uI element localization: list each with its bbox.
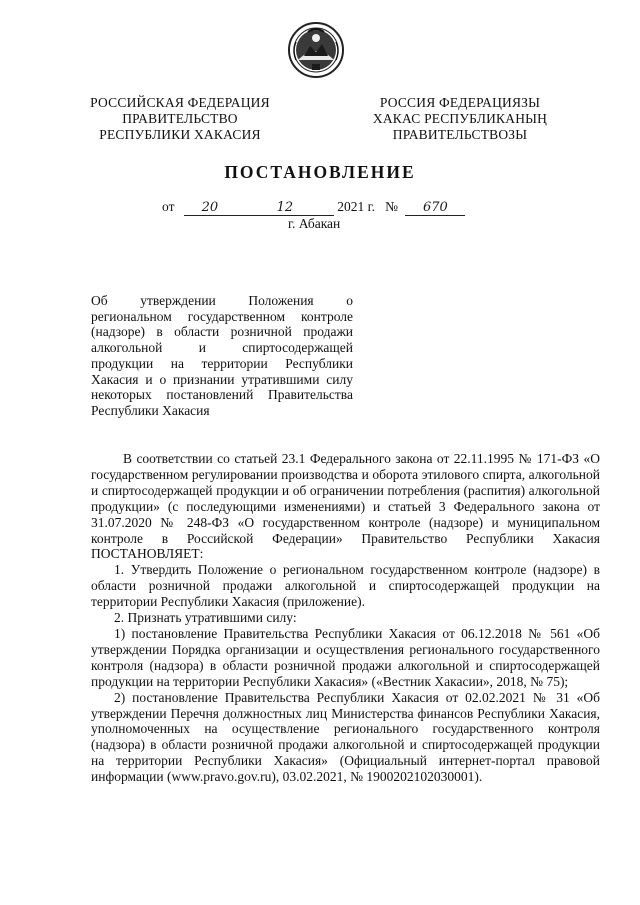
subject-line: некоторых постановлений Правительства (91, 387, 353, 403)
subject-line: Республики Хакасия (91, 402, 210, 418)
document-number-handwritten: 670 (405, 201, 465, 216)
city-name: г. Абакан (288, 216, 341, 231)
item-2-paragraph: 2. Признать утратившими силу: (114, 610, 297, 626)
header-russian (75, 95, 285, 143)
header-left-line-1: РОССИЙСКАЯ ФЕДЕРАЦИЯ (90, 95, 270, 110)
document-title: ПОСТАНОВЛЕНИЕ (224, 162, 416, 182)
header-left-line-3: РЕСПУБЛИКИ ХАКАСИЯ (99, 127, 261, 142)
subject-line: продукции на территории Республики (91, 355, 353, 371)
item-1-paragraph: 1. Утвердить Положение о региональном государственном контроле (надзоре) в области розничной продажи алкогольной и спиртосодержащей продукции на территории Республики Хакасия (приложение). (91, 562, 600, 610)
subject-line: Хакасия и о признании утратившими силу (91, 371, 353, 387)
subitem-2-paragraph: 2) постановление Правительства Республики Хакасия от 02.02.2021 № 31 «Об утверждении Перечня должностных лиц Министерства финансов Республики Хакасия, уполномоченных на осуществление регионального государственного контроля (надзора) в области розничной продажи алкогольной и спиртосодержащей продукции на территории Республики Хакасия» (Официальный интернет-портал правовой информации (www.pravo.gov.ru), 03.02.2021, № 1900202102030001). (91, 689, 600, 785)
date-day-handwritten: 20 (184, 201, 236, 216)
date-prefix: от (162, 199, 175, 214)
coat-of-arms-emblem (286, 20, 346, 80)
subject-line: Об утверждении Положения о (91, 293, 353, 308)
subject-line: региональном государственном контроле (91, 308, 353, 324)
date-number-line (162, 199, 465, 216)
header-right-line-3: ПРАВИТЕЛЬСТВОЗЫ (392, 127, 528, 142)
date-year: 2021 г. (337, 199, 375, 214)
subject-line: (надзоре) в области розничной продажи (91, 324, 353, 340)
header-khakas (350, 95, 570, 143)
document-body (91, 451, 600, 785)
subject-line: алкогольной и спиртосодержащей (91, 340, 353, 356)
subitem-1-paragraph: 1) постановление Правительства Республики Хакасия от 06.12.2018 № 561 «Об утверждении Порядка организации и осуществления регионального государственного контроля (надзора) в области розничной продажи алкогольной и спиртосодержащей продукции на территории Республики Хакасия» («Вестник Хакасии», 2018, № 75); (91, 625, 600, 689)
header-left-line-2: ПРАВИТЕЛЬСТВО (122, 111, 238, 126)
preamble-paragraph: В соответствии со статьей 23.1 Федерального закона от 22.11.1995 № 171-ФЗ «О государственном регулировании производства и оборота этилового спирта, алкогольной и спиртосодержащей продукции и об ограничении потребления (распития) алкогольной продукции» (с последующими изменениями) и статьей 3 Федерального закона от 31.07.2020 № 248-ФЗ «О государственном контроле (надзоре) и муниципальном контроле в Российской Федерации» Правительство Республики Хакасия ПОСТАНОВЛЯЕТ: (91, 451, 600, 562)
number-sign: № (385, 199, 399, 214)
date-month-handwritten: 12 (236, 201, 334, 216)
document-subject (91, 293, 353, 419)
header-right-line-1: РОССИЯ ФЕДЕРАЦИЯЗЫ (379, 95, 541, 110)
header-right-line-2: ХАКАС РЕСПУБЛИКАНЫҢ (372, 111, 548, 126)
